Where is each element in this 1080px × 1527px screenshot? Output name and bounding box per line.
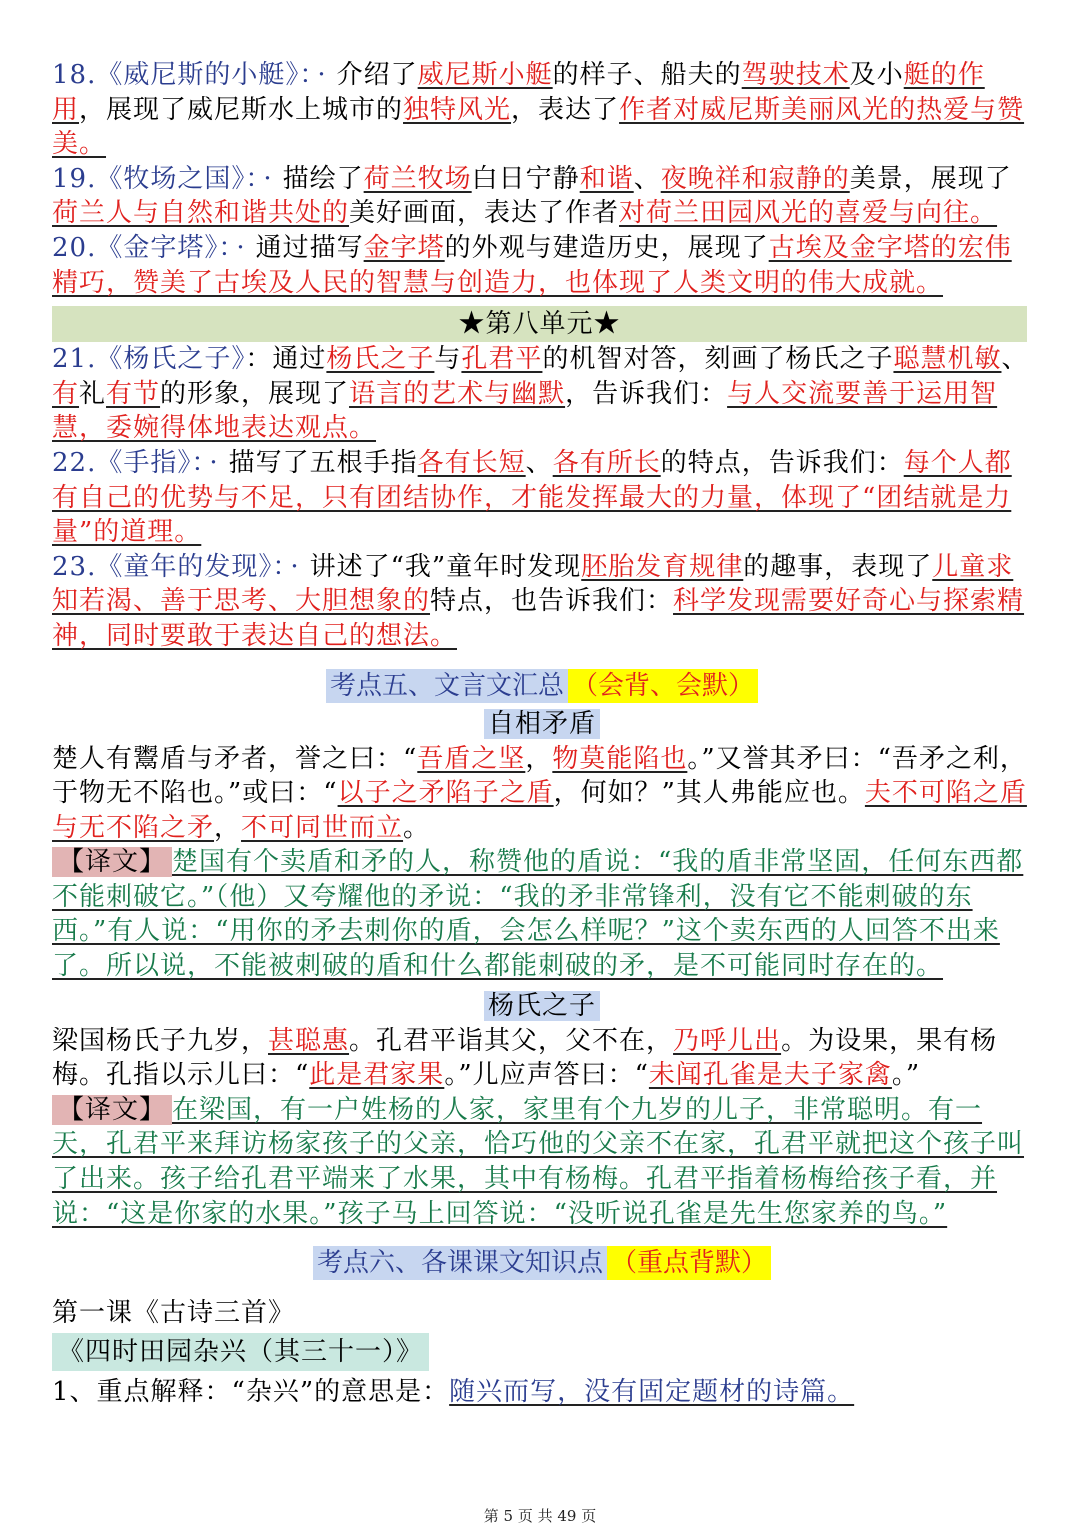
highlight: 此是君家果 [309, 1060, 445, 1091]
bullet-dot: · [317, 60, 327, 90]
text: 。 [403, 812, 431, 843]
text: 楚人有鬻盾与矛者，誉之曰：“ [52, 743, 418, 774]
highlight: 乃呼儿出 [673, 1025, 782, 1056]
section-note: （会背、会默） [568, 669, 758, 703]
text: 。孔君平诣其父，父不在， [349, 1025, 674, 1056]
highlight: 甚聪惠 [268, 1025, 350, 1056]
text: 。”又誉其矛曰：“吾矛之利，于物无不陷也。”或曰：“ [52, 743, 1027, 809]
lesson-title: 《金字塔》： [96, 232, 233, 263]
text: 及小 [849, 60, 904, 90]
text: 1、重点解释：“杂兴”的意思是： [52, 1377, 450, 1408]
bullet-dot: · [209, 447, 219, 478]
lesson-title: 《威尼斯的小艇》： [96, 60, 314, 90]
highlight: 驾驶技术 [741, 60, 850, 90]
text: 。” [891, 1060, 921, 1091]
lesson-title: 《牧场之国》： [96, 163, 260, 194]
lesson-heading: 第一课《古诗三首》 [52, 1298, 296, 1329]
text: 的形象，展现了 [160, 378, 350, 409]
text: 的机智对答，刻画了杨氏之子 [542, 344, 894, 375]
explanation-value: 随兴而写，没有固定题材的诗篇。 [449, 1377, 855, 1408]
section-heading-5 [52, 668, 1032, 704]
highlight: 儿童求知若渴、善于思考、大胆想象的 [52, 551, 1014, 617]
text-title [52, 988, 1032, 1024]
item-23 [52, 550, 1032, 654]
highlight: 有 [52, 378, 80, 409]
section-heading-6 [52, 1245, 1032, 1281]
text: 梁国杨氏子九岁， [52, 1025, 269, 1056]
highlight: 不可同世而立 [241, 812, 404, 843]
text: 描写了五根手指 [228, 447, 418, 478]
text-title [52, 706, 1032, 742]
text: 、 [633, 163, 661, 194]
lesson-title: 《杨氏之子》 [96, 344, 246, 375]
item-number: 22. [52, 447, 97, 478]
highlight: 作者对威尼斯美丽风光的热爱与赞美。 [52, 94, 1025, 160]
translation-text: 楚国有个卖盾和矛的人，称赞他的盾说：“我的盾非常坚固，任何东西都不能刺破它。”（他）又夸耀他的矛说：“我的矛非常锋利，没有它不能刺破的东西。”有人说：“用你的矛去刺你的盾，会怎么样呢？”这个卖东西的人回答不出来了。所以说，不能被刺破的盾和什么都能刺破的矛，是不可能同时存在的。 [52, 847, 1024, 982]
classical-text-title: 杨氏之子 [484, 991, 600, 1021]
text: 、 [525, 447, 553, 478]
highlight: 与人交流要善于运用智慧，委婉得体地表达观点。 [52, 378, 998, 444]
highlight: 胚胎发育规律 [581, 551, 744, 582]
highlight: 夜晚祥和寂静的 [660, 163, 850, 194]
translation-1 [52, 845, 1032, 983]
translation-text: 在梁国，有一户姓杨的人家，家里有个九岁的儿子，非常聪明。有一天，孔君平来拜访杨家孩子的父亲，恰巧他的父亲不在家，孔君平就把这个孩子叫了出来。孩子给孔君平端来了水果，其中有杨梅。孔君平指着杨梅给孩子看，并说：“这是你家的水果。”孩子马上回答说：“没听说孔雀是先生您家养的鸟。” [52, 1094, 1025, 1229]
item-22 [52, 446, 1032, 550]
item-number: 23. [52, 551, 97, 582]
classical-text-title: 自相矛盾 [484, 709, 600, 739]
poem-title: 《四时田园杂兴（其三十一）》 [52, 1333, 429, 1371]
text: ，表达了 [511, 94, 620, 125]
document-page [52, 58, 1032, 1410]
highlight: 未闻孔雀是夫子家禽 [648, 1060, 892, 1091]
text: 介绍了 [336, 60, 418, 90]
highlight: 荷兰牧场 [363, 163, 472, 194]
section-title: 考点五、文言文汇总 [326, 669, 568, 703]
item-number: 19. [52, 163, 97, 194]
text: 描绘了 [282, 163, 364, 194]
page-footer: 第 5 页 共 49 页 [483, 1507, 597, 1525]
text: ，何如？”其人弗能应也。 [553, 778, 865, 809]
text: 讲述了“我”童年时发现 [309, 551, 582, 582]
highlight: 对荷兰田园风光的喜爱与向往。 [619, 198, 998, 229]
bullet-dot: · [263, 163, 273, 194]
item-number: 18. [52, 60, 97, 90]
text: 的特点，告诉我们： [660, 447, 904, 478]
item-number: 21. [52, 344, 97, 375]
highlight: 古埃及金字塔的宏伟精巧，赞美了古埃及人民的智慧与创造力，也体现了人类文明的伟大成就。 [52, 232, 1012, 298]
highlight: 各有长短 [417, 447, 526, 478]
section-title: 考点六、各课课文知识点 [313, 1246, 607, 1280]
translation-2 [52, 1093, 1032, 1231]
text: 的趣事，表现了 [743, 551, 933, 582]
classical-text-1 [52, 742, 1032, 846]
text: 、 [1001, 344, 1029, 375]
highlight: 聪慧机敏 [893, 344, 1002, 375]
highlight: 夫不可陷之盾与无不陷之矛 [52, 778, 1027, 843]
highlight: 有节 [106, 378, 161, 409]
highlight: 每个人都有自己的优势与不足，只有团结协作，才能发挥最大的力量，体现了“团结就是力量”的道理。 [52, 447, 1012, 548]
highlight: 荷兰人与自然和谐共处的 [52, 198, 350, 229]
lesson-title: 《手指》： [96, 447, 206, 478]
text: 通过描写 [255, 232, 364, 263]
bullet-dot: · [236, 232, 246, 263]
highlight: 金字塔 [363, 232, 445, 263]
item-number: 20. [52, 232, 97, 263]
text: ：通过 [245, 344, 327, 375]
highlight: 语言的艺术与幽默 [349, 378, 566, 409]
highlight: 物莫能陷也 [552, 743, 688, 774]
highlight: 和谐 [579, 163, 634, 194]
text: 与 [434, 344, 462, 375]
text: 。为设果，果有杨梅。孔指以示儿曰：“ [52, 1025, 998, 1091]
text: 礼 [79, 378, 107, 409]
highlight: 威尼斯小艇 [417, 60, 553, 90]
key-explanation [52, 1375, 1032, 1410]
item-18 [52, 58, 1032, 162]
classical-text-2 [52, 1024, 1032, 1093]
highlight: 杨氏之子 [326, 344, 435, 375]
translation-tag: 【译文】 [52, 847, 172, 877]
text: ，告诉我们： [565, 378, 728, 409]
text: ， [525, 743, 553, 774]
highlight: 各有所长 [552, 447, 661, 478]
text: 白日宁静 [471, 163, 580, 194]
highlight: 科学发现需要好奇心与探索精神，同时要敢于表达自己的想法。 [52, 586, 1025, 651]
item-21 [52, 342, 1032, 446]
item-19 [52, 162, 1032, 231]
unit-heading: ★第八单元★ [52, 306, 1027, 342]
section-note: （重点背默） [607, 1246, 771, 1280]
highlight: 以子之矛陷子之盾 [337, 778, 554, 809]
text: 美景，展现了 [849, 163, 1012, 194]
highlight: 吾盾之坚 [417, 743, 526, 774]
text: 特点，也告诉我们： [430, 586, 674, 617]
text: ，展现了威尼斯水上城市的 [79, 94, 404, 125]
highlight: 独特风光 [403, 94, 512, 125]
highlight: 孔君平 [461, 344, 543, 375]
item-20 [52, 231, 1032, 300]
lesson-title: 《童年的发现》： [96, 551, 287, 582]
text: 的外观与建造历史，展现了 [444, 232, 769, 263]
translation-tag: 【译文】 [52, 1095, 172, 1125]
text: 美好画面，表达了作者 [349, 198, 620, 229]
text: 的样子、船夫的 [552, 60, 742, 90]
highlight: 艇的作用 [52, 60, 985, 125]
text: 。”儿应声答曰：“ [444, 1060, 649, 1091]
text: ， [214, 812, 242, 843]
bullet-dot: · [290, 551, 300, 582]
